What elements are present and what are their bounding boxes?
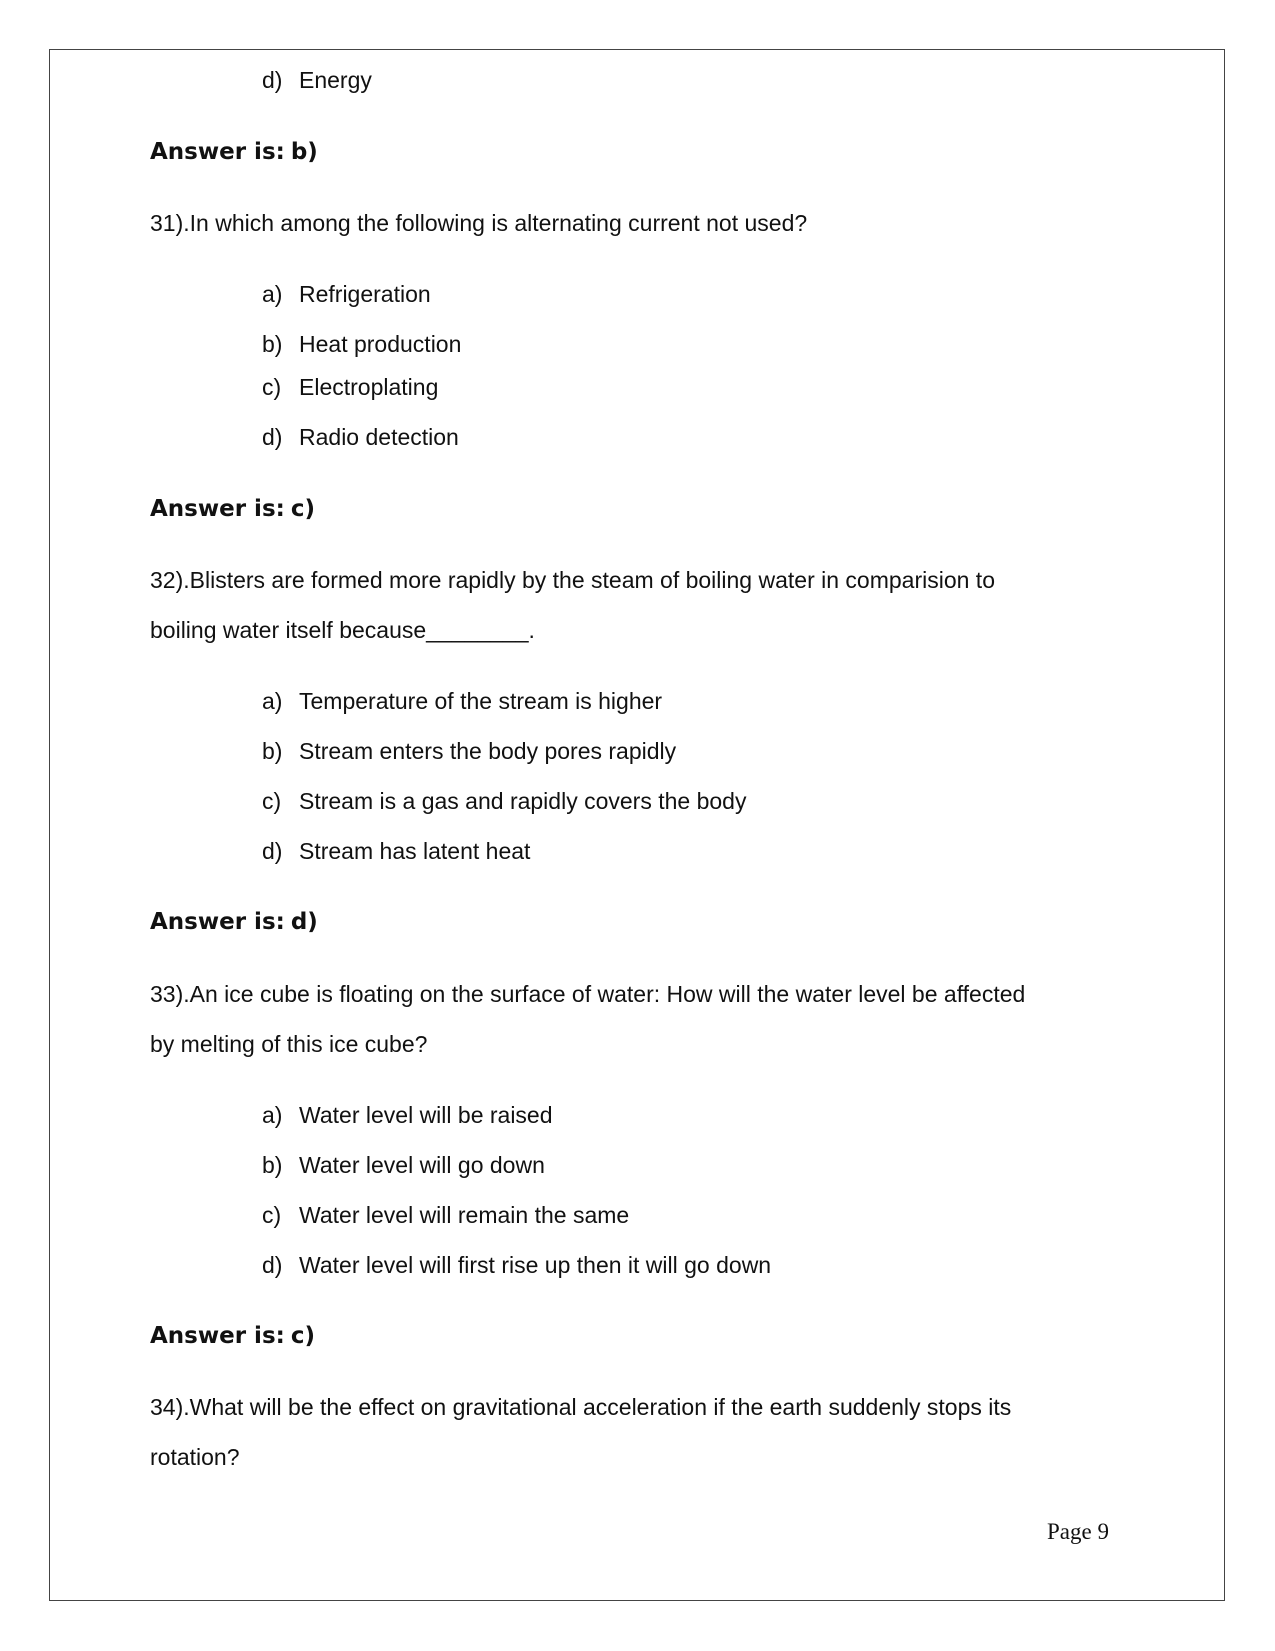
option-letter: a) <box>262 281 283 307</box>
option-text: Stream enters the body pores rapidly <box>299 738 677 764</box>
option-text: Water level will remain the same <box>299 1202 630 1228</box>
answer-value: c) <box>290 496 315 522</box>
option-text: Electroplating <box>299 374 439 400</box>
option-text: Stream is a gas and rapidly covers the body <box>299 788 747 814</box>
answer-label: Answer is: <box>150 1323 285 1349</box>
question-33-text: 33).An ice cube is floating on the surface of water: How will the water level be affected <box>150 981 1026 1007</box>
option-letter: b) <box>262 1152 283 1178</box>
question-34-text: 34).What will be the effect on gravitational acceleration if the earth suddenly stops its <box>150 1394 1012 1420</box>
answer-label: Answer is: <box>150 496 285 522</box>
question-32-text-cont: boiling water itself because________. <box>150 617 535 643</box>
option-letter: a) <box>262 1102 283 1128</box>
answer-value: d) <box>290 909 318 935</box>
option-letter: d) <box>262 67 283 93</box>
answer-value: b) <box>290 139 318 165</box>
answer-label: Answer is: <box>150 909 285 935</box>
answer-q31 <box>150 495 315 523</box>
option-text: Radio detection <box>299 424 459 450</box>
page-border <box>49 49 1225 1601</box>
option-text: Temperature of the stream is higher <box>299 688 663 714</box>
option-letter: d) <box>262 424 283 450</box>
option-letter: d) <box>262 1252 283 1278</box>
option-letter: b) <box>262 331 283 357</box>
option-letter: d) <box>262 838 283 864</box>
page-number: Page 9 <box>1047 1519 1109 1544</box>
question-32-text: 32).Blisters are formed more rapidly by the steam of boiling water in comparision to <box>150 567 995 593</box>
answer-q32 <box>150 908 318 936</box>
answer-q33 <box>150 1322 315 1350</box>
option-text: Stream has latent heat <box>299 838 531 864</box>
option-text: Water level will first rise up then it will go down <box>299 1252 772 1278</box>
option-text: Water level will be raised <box>299 1102 553 1128</box>
option-letter: a) <box>262 688 283 714</box>
option-text: Heat production <box>299 331 462 357</box>
option-letter: c) <box>262 1202 282 1228</box>
answer-value: c) <box>290 1323 315 1349</box>
question-34-text-cont: rotation? <box>150 1444 240 1470</box>
question-33-text-cont: by melting of this ice cube? <box>150 1031 428 1057</box>
answer-q30 <box>150 138 318 166</box>
option-letter: b) <box>262 738 283 764</box>
answer-label: Answer is: <box>150 139 285 165</box>
option-letter: c) <box>262 788 282 814</box>
option-text: Water level will go down <box>299 1152 545 1178</box>
option-text: Refrigeration <box>299 281 431 307</box>
option-text: Energy <box>299 67 372 93</box>
option-letter: c) <box>262 374 282 400</box>
question-31-text: 31).In which among the following is alternating current not used? <box>150 210 808 236</box>
